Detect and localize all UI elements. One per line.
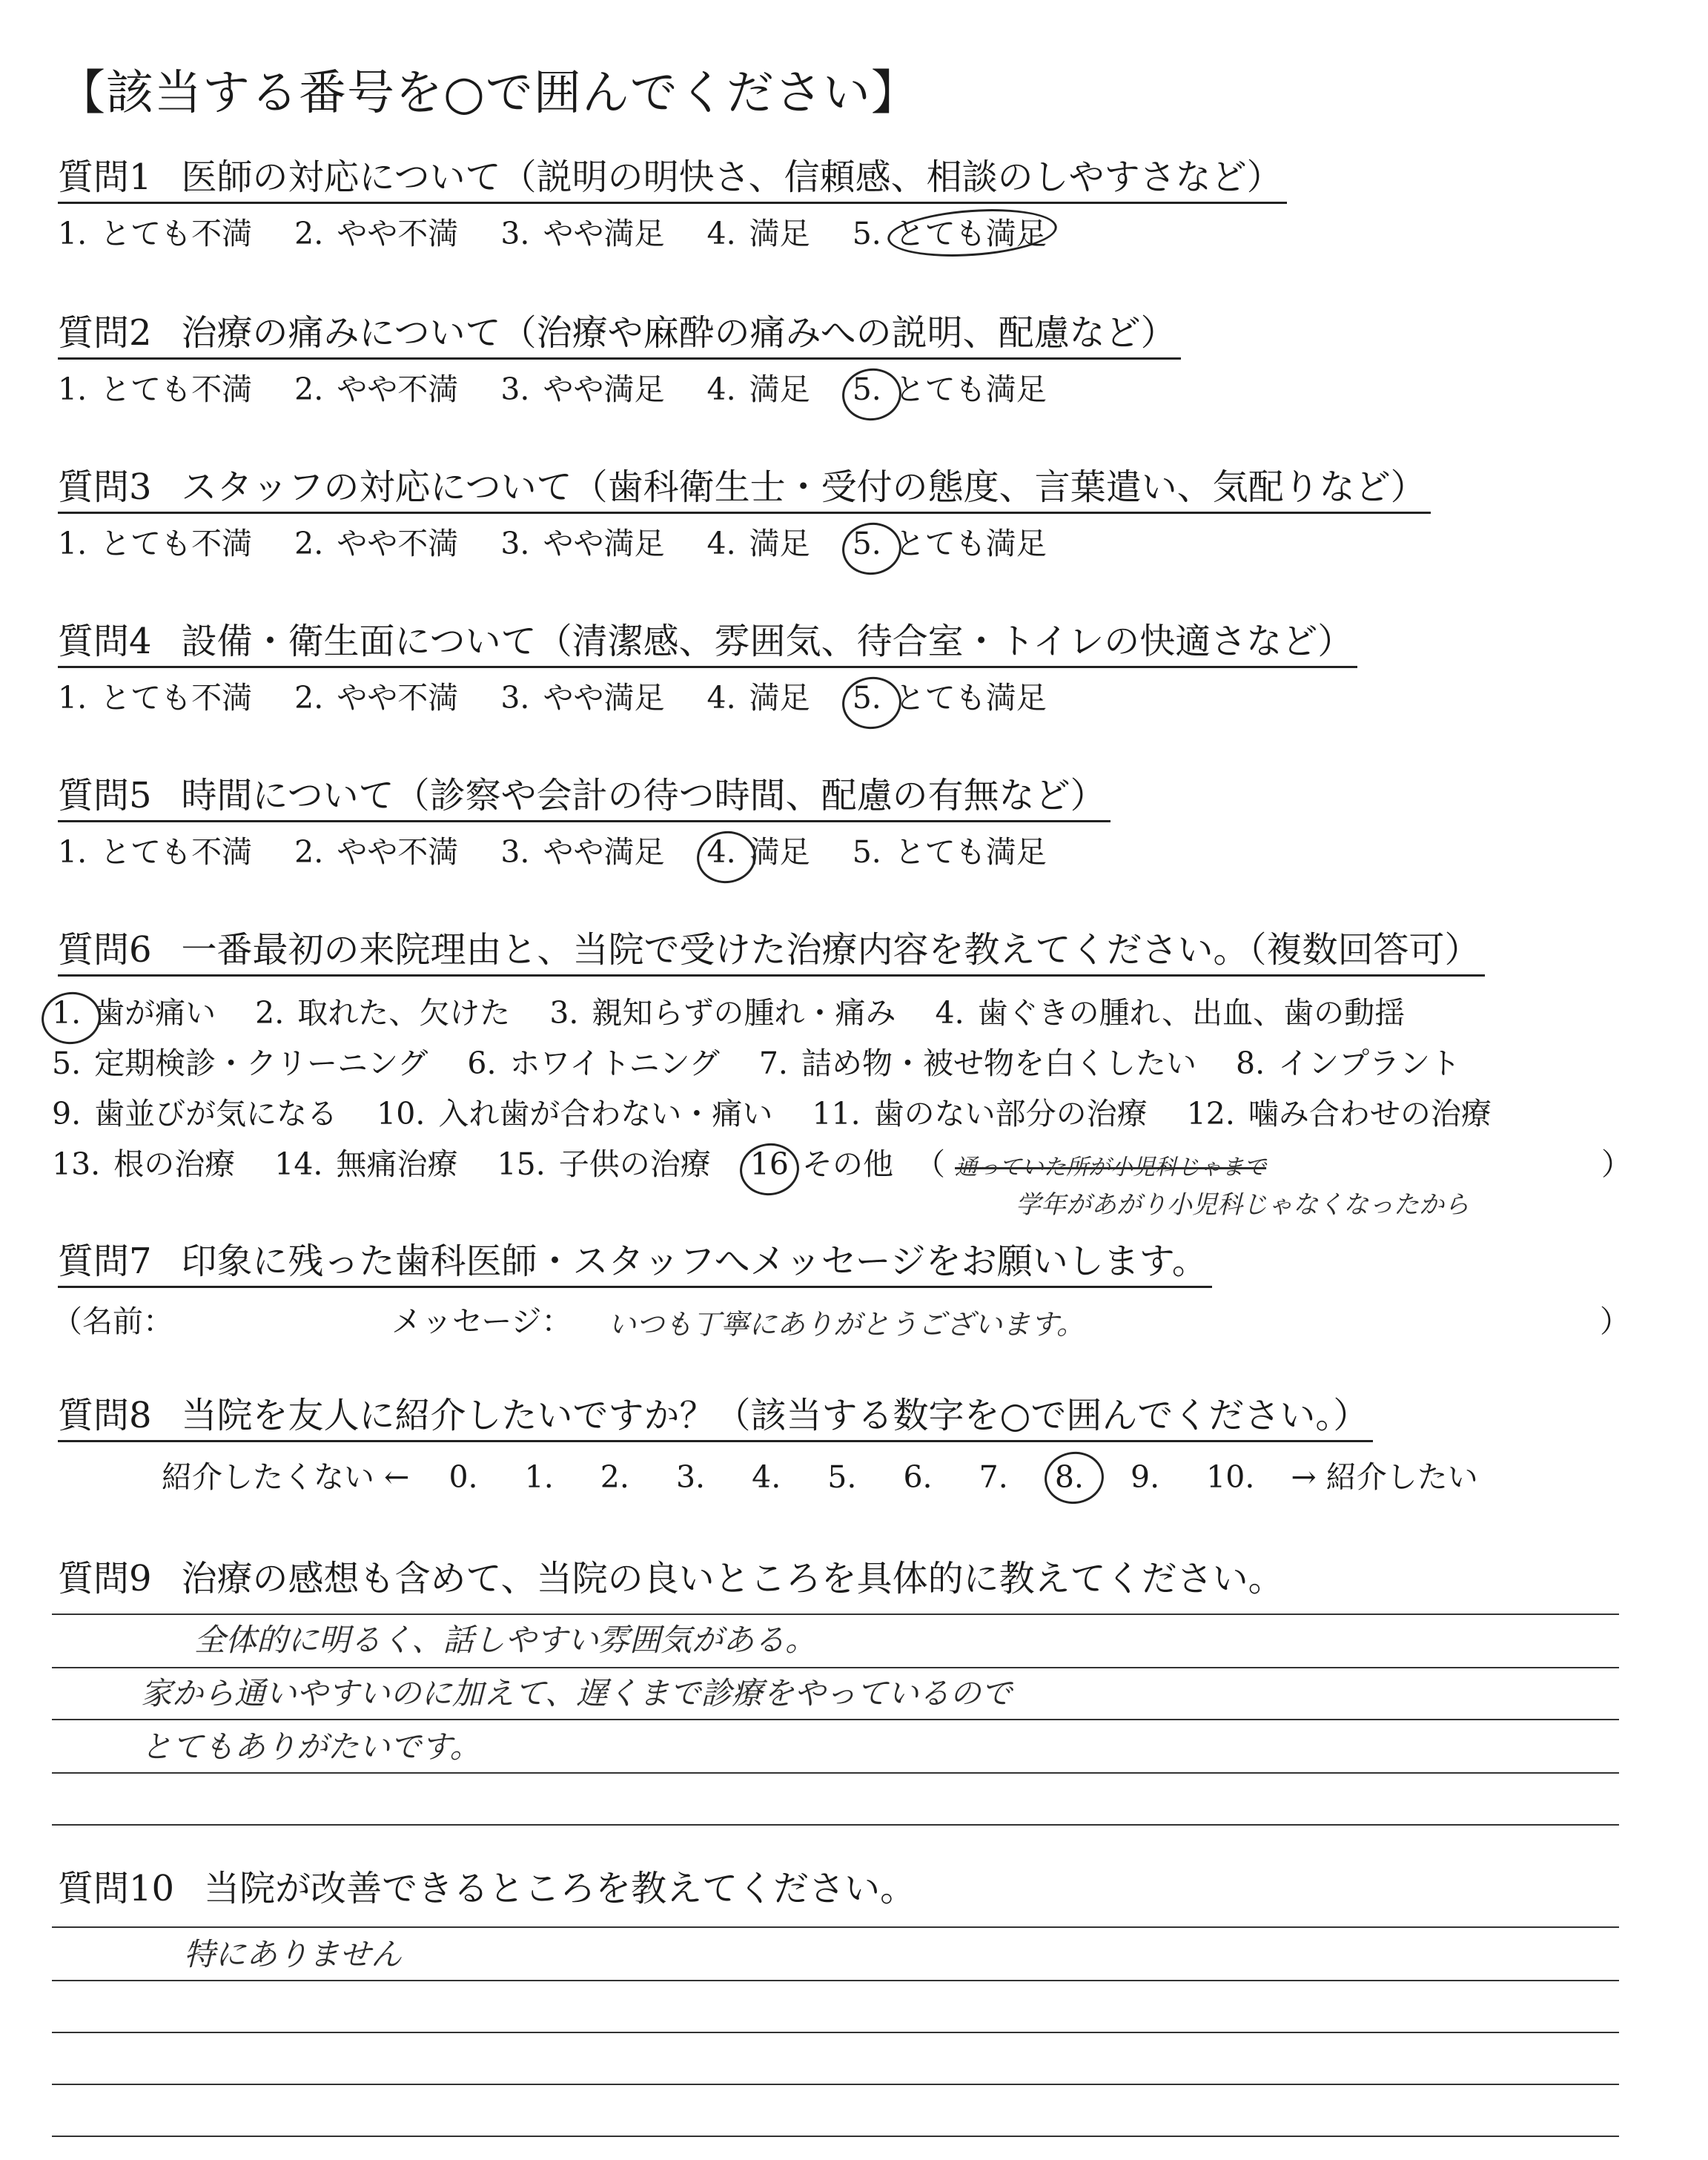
question-heading — [58, 1237, 1212, 1288]
q6-option-15[interactable]: 15. 子供の治療 — [497, 1146, 711, 1182]
question-text: 当院を友人に紹介したいですか？（該当する数字を○で囲んでください。） — [181, 1395, 1369, 1436]
question-5 — [58, 771, 1110, 874]
rating-option-2[interactable]: 2. やや不満 — [294, 371, 459, 407]
q6-option-11[interactable]: 11. 歯のない部分の治療 — [812, 1096, 1148, 1132]
rating-option-2[interactable]: 2. やや不満 — [294, 680, 459, 716]
question-number: 質問3 — [58, 466, 152, 508]
answer-line — [52, 1667, 1619, 1668]
rating-option-5[interactable]: 5. とても満足 — [852, 680, 1047, 716]
scale-option-3[interactable]: 3. — [675, 1459, 706, 1495]
rating-option-3[interactable]: 3. やや満足 — [500, 216, 665, 251]
message-label: メッセージ： — [391, 1304, 572, 1339]
scale-option-6[interactable]: 6. — [903, 1459, 933, 1495]
q6-option-2[interactable]: 2. 取れた、欠けた — [255, 995, 511, 1031]
rating-option-1[interactable]: 1. とても不満 — [58, 526, 253, 561]
question-10 — [58, 1864, 916, 1913]
q6-options-row-3 — [52, 1091, 1492, 1136]
q6-option-12[interactable]: 12. 噛み合わせの治療 — [1186, 1096, 1492, 1132]
other-struck-text: 通っていた所が小児科じゃまで — [955, 1155, 1267, 1180]
rating-option-2[interactable]: 2. やや不満 — [294, 834, 459, 870]
rating-option-5[interactable]: 5. とても満足 — [852, 526, 1047, 561]
question-text: 時間について（診察や会計の待つ時間、配慮の有無など） — [181, 775, 1106, 816]
question-text: 治療の痛みについて（治療や麻酔の痛みへの説明、配慮など） — [181, 312, 1176, 354]
question-number: 質問10 — [58, 1868, 175, 1909]
scale-option-9[interactable]: 9. — [1130, 1459, 1160, 1495]
question-text: 治療の感想も含めて、当院の良いところを具体的に教えてください。 — [181, 1558, 1284, 1599]
answer-line — [52, 1614, 1619, 1615]
q6-option-6[interactable]: 6. ホワイトニング — [467, 1046, 720, 1081]
rating-option-2[interactable]: 2. やや不満 — [294, 526, 459, 561]
q9-answer-line-2: 家から通いやすいのに加えて、遅くまで診療をやっているので — [141, 1675, 1013, 1711]
question-number: 質問2 — [58, 312, 152, 354]
question-8 — [58, 1391, 1373, 1442]
rating-option-3[interactable]: 3. やや満足 — [500, 680, 665, 716]
rating-option-4[interactable]: 4. 満足 — [706, 526, 810, 561]
question-3 — [58, 463, 1431, 566]
question-heading — [58, 771, 1110, 822]
answer-line — [52, 1719, 1619, 1720]
question-number: 質問4 — [58, 621, 152, 662]
scale-option-8[interactable]: 8. — [1055, 1455, 1084, 1499]
rating-option-4[interactable]: 4. 満足 — [706, 834, 810, 870]
question-heading — [58, 1864, 916, 1913]
answer-line — [52, 2032, 1619, 2033]
rating-option-1[interactable]: 1. とても不満 — [58, 371, 253, 407]
page-title: 【該当する番号を○で囲んでください】 — [58, 66, 919, 121]
scale-option-1[interactable]: 1. — [524, 1459, 554, 1495]
question-number: 質問8 — [58, 1395, 152, 1436]
rating-option-3[interactable]: 3. やや満足 — [500, 526, 665, 561]
q6-option-16[interactable]: 16 その他 — [749, 1146, 893, 1182]
selected-mark: 1. — [52, 995, 82, 1031]
question-text: 医師の対応について（説明の明快さ、信頼感、相談のしやすさなど） — [181, 156, 1282, 198]
question-9 — [58, 1554, 1284, 1603]
rating-options — [58, 211, 1287, 256]
rating-option-3[interactable]: 3. やや満足 — [500, 371, 665, 407]
scale-left-label: 紹介したくない ← — [162, 1459, 410, 1495]
rating-options — [58, 676, 1357, 720]
rating-options — [58, 521, 1431, 566]
recommend-scale — [162, 1455, 1478, 1499]
rating-option-2[interactable]: 2. やや不満 — [294, 216, 459, 251]
question-heading — [58, 925, 1485, 977]
rating-options — [58, 830, 1110, 874]
question-heading — [58, 153, 1287, 204]
rating-option-5[interactable]: 5. とても満足 — [852, 834, 1047, 870]
selected-mark: 5. — [852, 680, 881, 716]
rating-options — [58, 367, 1181, 412]
scale-option-10[interactable]: 10. — [1206, 1459, 1255, 1495]
answer-line — [52, 1980, 1619, 1981]
q6-option-14[interactable]: 14. 無痛治療 — [274, 1146, 458, 1182]
question-text: 設備・衛生面について（清潔感、雰囲気、待合室・トイレの快適さなど） — [181, 621, 1354, 662]
selected-mark: 16 — [749, 1146, 789, 1182]
q6-option-4[interactable]: 4. 歯ぐきの腫れ、出血、歯の動揺 — [935, 995, 1406, 1031]
selected-mark: とても満足 — [894, 216, 1047, 251]
question-heading — [58, 1554, 1284, 1603]
question-number: 質問1 — [58, 156, 152, 198]
answer-line — [52, 1926, 1619, 1928]
q6-option-9[interactable]: 9. 歯並びが気になる — [52, 1096, 338, 1132]
answer-line — [52, 1772, 1619, 1774]
q6-option-5[interactable]: 5. 定期検診・クリーニング — [52, 1046, 428, 1081]
question-heading — [58, 463, 1431, 514]
answer-line — [52, 1824, 1619, 1826]
scale-option-5[interactable]: 5. — [827, 1459, 857, 1495]
answer-line — [52, 2084, 1619, 2085]
name-label: （名前： — [52, 1304, 173, 1339]
q6-options-row-4 — [52, 1142, 1266, 1190]
q6-option-10[interactable]: 10. 入れ歯が合わない・痛い — [377, 1096, 773, 1132]
q6-option-1[interactable]: 1. 歯が痛い — [52, 995, 216, 1031]
rating-option-5[interactable]: 5. とても満足 — [852, 216, 1047, 251]
q9-answer-line-3: とてもありがたいです。 — [141, 1728, 481, 1765]
scale-option-0[interactable]: 0. — [448, 1459, 478, 1495]
question-number: 質問6 — [58, 929, 152, 971]
rating-option-1[interactable]: 1. とても不満 — [58, 680, 253, 716]
question-text: 当院が改善できるところを教えてください。 — [204, 1868, 916, 1909]
selected-mark: 4. — [706, 834, 736, 870]
question-number: 質問5 — [58, 775, 152, 816]
rating-option-5[interactable]: 5. とても満足 — [852, 371, 1047, 407]
rating-option-4[interactable]: 4. 満足 — [706, 371, 810, 407]
rating-option-4[interactable]: 4. 満足 — [706, 216, 810, 251]
selected-mark: 5. — [852, 371, 881, 407]
rating-option-3[interactable]: 3. やや満足 — [500, 834, 665, 870]
answer-line — [52, 2136, 1619, 2137]
question-text: スタッフの対応について（歯科衛生士・受付の態度、言葉遣い、気配りなど） — [181, 466, 1426, 508]
message-paren-close: ） — [1600, 1304, 1630, 1339]
question-2 — [58, 308, 1181, 412]
question-text: 一番最初の来院理由と、当院で受けた治療内容を教えてください。（複数回答可） — [181, 929, 1480, 971]
question-heading — [58, 617, 1357, 668]
question-number: 質問7 — [58, 1241, 152, 1282]
other-paren-close: ） — [1601, 1146, 1632, 1182]
rating-option-1[interactable]: 1. とても不満 — [58, 216, 253, 251]
question-text: 印象に残った歯科医師・スタッフへメッセージをお願いします。 — [181, 1241, 1208, 1282]
q6-option-8[interactable]: 8. インプラント — [1236, 1046, 1461, 1081]
question-6 — [58, 925, 1485, 977]
message-answer: いつも丁寧にありがとうございます。 — [608, 1308, 1085, 1341]
other-paren-open: （ — [915, 1146, 946, 1182]
q6-options-row-2 — [52, 1041, 1460, 1086]
q9-answer-line-1: 全体的に明るく、話しやすい雰囲気がある。 — [194, 1622, 817, 1658]
q6-options-row-1 — [52, 991, 1405, 1035]
question-4 — [58, 617, 1357, 720]
rating-option-4[interactable]: 4. 満足 — [706, 680, 810, 716]
question-heading — [58, 308, 1181, 360]
q6-option-3[interactable]: 3. 親知らずの腫れ・痛み — [549, 995, 896, 1031]
scale-right-label: → 紹介したい — [1291, 1459, 1478, 1495]
rating-option-1[interactable]: 1. とても不満 — [58, 834, 253, 870]
scale-option-7[interactable]: 7. — [979, 1459, 1008, 1495]
question-1 — [58, 153, 1287, 256]
q6-option-13[interactable]: 13. 根の治療 — [52, 1146, 236, 1182]
other-answer: 学年があがり小児科じゃなくなったから — [1016, 1190, 1469, 1220]
selected-mark: 5. — [852, 526, 881, 561]
scale-option-2[interactable]: 2. — [600, 1459, 629, 1495]
question-number: 質問9 — [58, 1558, 152, 1599]
q10-answer-line-1: 特にありません — [184, 1936, 403, 1972]
question-7 — [58, 1237, 1212, 1288]
question-heading — [58, 1391, 1373, 1442]
q6-option-7[interactable]: 7. 詰め物・被せ物を白くしたい — [758, 1046, 1196, 1081]
scale-option-4[interactable]: 4. — [752, 1459, 781, 1495]
